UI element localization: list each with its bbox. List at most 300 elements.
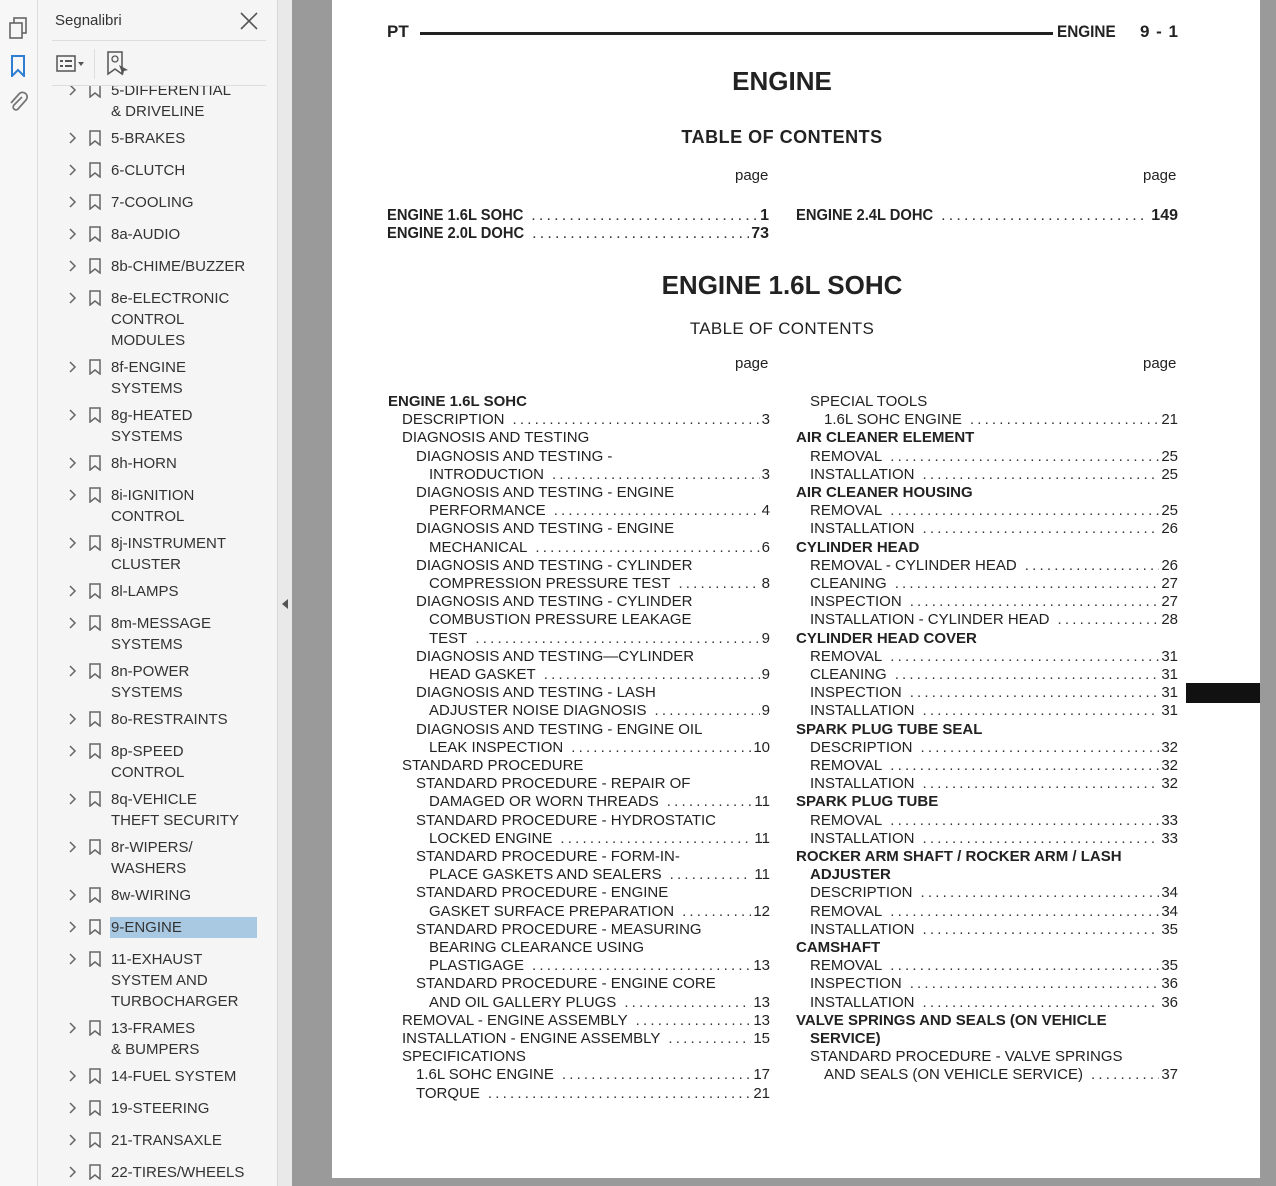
toc-entry-text: STANDARD PROCEDURE - ENGINE CORE — [416, 975, 716, 993]
options-menu-icon[interactable] — [56, 54, 86, 79]
toc-entry-text: REMOVAL — [810, 757, 883, 774]
dot-leader — [531, 207, 758, 225]
toc-entry-page: 21 — [753, 1084, 770, 1102]
chevron-right-icon[interactable] — [66, 132, 78, 144]
toc-entry-page: 10 — [753, 738, 770, 756]
toc-entry[interactable] — [429, 502, 770, 520]
toc-entry-page: 11 — [754, 866, 770, 884]
toc-entry-text: PERFORMANCE — [429, 502, 546, 520]
toc-entry[interactable] — [416, 448, 770, 466]
bookmark-icon — [88, 791, 102, 807]
header-page-number: 9 - 1 — [1140, 22, 1179, 41]
toc-entry[interactable] — [402, 411, 770, 429]
bookmark-icon — [88, 583, 102, 599]
toc-entry-text: SPECIAL TOOLS — [810, 393, 928, 410]
bookmark-icon — [88, 407, 102, 423]
toc-entry-text: INSTALLATION — [810, 920, 915, 938]
dot-leader — [667, 793, 753, 811]
dot-leader — [562, 1066, 751, 1084]
bookmark-label: 8i-IGNITION CONTROL — [111, 487, 195, 525]
toc-entry-text: GASKET SURFACE PREPARATION — [429, 902, 675, 920]
page-label: page — [735, 355, 769, 372]
toc-entry-page: 25 — [1161, 502, 1178, 520]
dot-leader — [895, 666, 1160, 684]
bookmark-label: 8f-ENGINE SYSTEMS — [111, 359, 187, 397]
pages-thumbnails-icon[interactable] — [6, 16, 30, 40]
dot-leader — [552, 466, 760, 484]
toc-entry-page: 11 — [754, 793, 770, 811]
bookmark-label: 13-FRAMES & BUMPERS — [111, 1020, 200, 1058]
chevron-right-icon[interactable] — [66, 292, 78, 304]
toc-entry-text: CYLINDER HEAD COVER — [796, 629, 977, 647]
chevron-right-icon[interactable] — [66, 196, 78, 208]
toc-entry-text: INSTALLATION — [810, 520, 915, 538]
toc-entry[interactable] — [810, 593, 1178, 611]
dot-leader — [921, 884, 1160, 902]
toc-entry[interactable] — [416, 484, 770, 502]
toc-entry-page: 6 — [761, 538, 770, 556]
dot-leader — [636, 1012, 752, 1030]
bookmark-label: 8r-WIPERS/ WASHERS — [111, 839, 193, 877]
toc-entry[interactable] — [810, 575, 1178, 593]
toc-entry[interactable] — [402, 1048, 770, 1066]
dot-leader — [890, 448, 1159, 466]
bookmark-icon — [88, 194, 102, 210]
bookmark-label: 8e-ELECTRONIC CONTROL MODULES — [111, 290, 230, 349]
toc-entry[interactable] — [796, 539, 1178, 557]
chevron-right-icon[interactable] — [66, 1134, 78, 1146]
dot-leader — [488, 1085, 751, 1103]
toc-entry-page: 8 — [761, 575, 770, 592]
chevron-right-icon[interactable] — [66, 1166, 78, 1178]
toc-entry-text: REMOVAL — [810, 811, 883, 829]
dot-leader — [475, 630, 759, 648]
new-bookmark-icon[interactable] — [106, 51, 130, 82]
chevron-right-icon[interactable] — [66, 537, 78, 549]
toc-entry-page: 9 — [761, 702, 770, 720]
toc-entry-page: 4 — [761, 502, 770, 520]
toc-entry-text: INSTALLATION — [810, 702, 915, 720]
toc-entry[interactable] — [416, 520, 770, 538]
toc-entry-page: 31 — [1161, 666, 1178, 683]
toc-entry[interactable] — [810, 557, 1178, 575]
toc-entry-text: INSTALLATION — [810, 829, 915, 847]
toc-entry[interactable] — [429, 793, 770, 811]
toc-entry-page: 28 — [1161, 611, 1178, 629]
toc-entry[interactable] — [429, 739, 770, 757]
chevron-right-icon[interactable] — [66, 86, 78, 96]
dot-leader — [682, 903, 751, 921]
toc-entry-text: ROCKER ARM SHAFT / ROCKER ARM / LASH — [796, 848, 1122, 865]
page-label: page — [1143, 355, 1177, 372]
toc-entry-text: REMOVAL — [810, 502, 883, 520]
bookmark-label: 8a-AUDIO — [111, 226, 181, 243]
chevron-right-icon[interactable] — [66, 921, 78, 933]
toc-entry-text: DIAGNOSIS AND TESTING - ENGINE — [416, 520, 675, 538]
toc-entry-text: CYLINDER HEAD — [796, 538, 920, 556]
toc-entry-text: DIAGNOSIS AND TESTING — [402, 429, 590, 447]
toc-entry[interactable] — [810, 1030, 1178, 1048]
toc-entry[interactable] — [429, 539, 770, 557]
chevron-right-icon[interactable] — [66, 1070, 78, 1082]
chevron-right-icon[interactable] — [66, 1022, 78, 1034]
bookmark-icon — [88, 663, 102, 679]
toc-entry[interactable] — [810, 466, 1178, 484]
toc-entry[interactable] — [416, 1066, 770, 1084]
dot-leader — [1091, 1066, 1159, 1084]
toc-entry[interactable] — [810, 830, 1178, 848]
toc-entry[interactable] — [810, 502, 1178, 520]
dot-leader — [922, 994, 1159, 1012]
header-left: PT — [387, 22, 409, 41]
bookmark-label: 8g-HEATED SYSTEMS — [111, 407, 193, 445]
toc-entry[interactable] — [810, 921, 1178, 939]
toc-entry-page: 34 — [1161, 902, 1178, 920]
panel-splitter[interactable] — [278, 0, 292, 1186]
page-label: page — [1143, 167, 1177, 184]
chevron-right-icon[interactable] — [66, 713, 78, 725]
toc-entry-page: 149 — [1151, 207, 1178, 224]
bookmarks-panel — [38, 0, 278, 1186]
toc-entry[interactable] — [810, 520, 1178, 538]
attachments-icon[interactable] — [6, 90, 30, 114]
bookmark-label: 8w-WIRING — [111, 887, 191, 904]
bookmark-label: 22-TIRES/WHEELS — [111, 1164, 245, 1181]
toc-entry[interactable] — [810, 393, 1178, 411]
toc-entry[interactable] — [796, 721, 1178, 739]
toc-entry[interactable] — [824, 1066, 1178, 1084]
toc-entry-text: TORQUE — [416, 1084, 480, 1102]
toc-entry-page: 13 — [753, 1011, 770, 1029]
toc-entry[interactable] — [416, 921, 770, 939]
toc-entry-text: DIAGNOSIS AND TESTING—CYLINDER — [416, 647, 695, 665]
dot-leader — [560, 830, 752, 848]
dot-leader — [678, 575, 759, 593]
toc-entry-page: 33 — [1161, 829, 1178, 847]
toc-entry-page: 21 — [1161, 411, 1178, 429]
toc-entry-text: REMOVAL — [810, 647, 883, 665]
dot-leader — [922, 702, 1159, 720]
toc-entry-text: ENGINE 2.0L DOHC — [387, 225, 525, 242]
toc-entry[interactable] — [810, 775, 1178, 793]
bookmark-icon — [88, 226, 102, 242]
toc-entry[interactable] — [416, 593, 770, 611]
dot-leader — [922, 466, 1159, 484]
dot-leader — [910, 593, 1160, 611]
toc-entry-page: 26 — [1161, 520, 1178, 538]
toc-entry-text: STANDARD PROCEDURE - HYDROSTATIC — [416, 811, 717, 829]
toc-entry-page: 37 — [1161, 1066, 1178, 1084]
chevron-right-icon[interactable] — [66, 953, 78, 965]
dot-leader — [890, 812, 1159, 830]
toc-entry-text: ENGINE 1.6L SOHC — [388, 393, 527, 410]
toc-entry[interactable] — [416, 775, 770, 793]
toc-entry-text: STANDARD PROCEDURE - ENGINE — [416, 884, 669, 902]
chevron-right-icon[interactable] — [66, 361, 78, 373]
toc-entry-page: 13 — [753, 993, 770, 1011]
toc-entry[interactable] — [796, 939, 1178, 957]
toc-entry[interactable] — [429, 630, 770, 648]
toc-entry[interactable] — [402, 1012, 770, 1030]
bookmark-icon — [88, 839, 102, 855]
chevron-right-icon[interactable] — [66, 228, 78, 240]
toc-entry[interactable] — [810, 702, 1178, 720]
chevron-right-icon[interactable] — [66, 793, 78, 805]
toc-entry-text: TEST — [429, 629, 468, 647]
toc-entry-page: 25 — [1161, 465, 1178, 483]
toc-entry[interactable] — [416, 975, 770, 993]
bookmark-label: 8o-RESTRAINTS — [111, 711, 228, 728]
toc-entry-text: 1.6L SOHC ENGINE — [824, 411, 962, 429]
toc-entry[interactable] — [810, 684, 1178, 702]
dot-leader — [668, 1030, 751, 1048]
toc-entry[interactable] — [416, 648, 770, 666]
toc-entry[interactable] — [796, 793, 1178, 811]
toc-entry-text: DIAGNOSIS AND TESTING - CYLINDER — [416, 556, 693, 574]
toc-entry[interactable] — [796, 429, 1178, 447]
collapse-arrow-icon[interactable] — [281, 596, 289, 614]
chevron-right-icon[interactable] — [66, 617, 78, 629]
toc-entry-page: 27 — [1161, 575, 1178, 592]
dot-leader — [922, 830, 1159, 848]
bookmark-icon — [88, 359, 102, 375]
bookmark-label: 8j-INSTRUMENT CLUSTER — [111, 535, 226, 573]
toc-entry-page: 31 — [1161, 684, 1178, 702]
toc-entry[interactable] — [416, 557, 770, 575]
toc-entry[interactable] — [402, 1030, 770, 1048]
toc-entry[interactable] — [416, 684, 770, 702]
section-toc-title: TABLE OF CONTENTS — [689, 319, 875, 338]
toc-entry[interactable] — [810, 975, 1178, 993]
bookmark-label: 14-FUEL SYSTEM — [111, 1068, 237, 1085]
bookmark-icon — [88, 1164, 102, 1180]
toc-entry[interactable] — [429, 666, 770, 684]
toc-entry[interactable] — [402, 429, 770, 447]
toc-entry-text: AND SEALS (ON VEHICLE SERVICE) — [824, 1066, 1083, 1084]
toc-entry-text: PLASTIGAGE — [429, 957, 525, 975]
toc-entry-page: 1 — [760, 207, 769, 224]
toc-entry[interactable] — [416, 884, 770, 902]
toc-entry-text: INSPECTION — [810, 593, 902, 611]
toc-entry-text: HEAD GASKET — [429, 666, 536, 683]
toc-entry[interactable] — [810, 666, 1178, 684]
toc-entry-text: ADJUSTER — [810, 866, 891, 884]
bookmark-icon — [88, 258, 102, 274]
toc-entry[interactable] — [810, 739, 1178, 757]
toc-entry[interactable] — [824, 411, 1178, 429]
main-toc-entry[interactable] — [387, 207, 769, 225]
toc-entry-page: 9 — [761, 629, 770, 647]
toc-entry-text: REMOVAL - ENGINE ASSEMBLY — [402, 1011, 628, 1029]
toc-entry[interactable] — [810, 957, 1178, 975]
toc-entry-text: CLEANING — [810, 666, 887, 683]
toc-entry[interactable] — [388, 393, 770, 411]
toc-entry-page: 33 — [1161, 811, 1178, 829]
bookmark-label: 8l-LAMPS — [111, 583, 179, 600]
chevron-right-icon[interactable] — [66, 745, 78, 757]
toc-entry-text: INSTALLATION — [810, 993, 915, 1011]
bookmark-icon — [88, 487, 102, 503]
bookmark-icon — [88, 919, 102, 935]
toc-entry-text: DIAGNOSIS AND TESTING - — [416, 447, 613, 465]
toc-entry-text: INSPECTION — [810, 684, 902, 702]
main-toc-entry[interactable] — [796, 207, 1178, 225]
dot-leader — [624, 994, 751, 1012]
toc-entry-text: AND OIL GALLERY PLUGS — [429, 993, 617, 1011]
bookmark-icon — [88, 887, 102, 903]
toc-entry-page: 32 — [1161, 757, 1178, 774]
toc-entry-text: INTRODUCTION — [429, 465, 544, 483]
toc-entry[interactable] — [429, 830, 770, 848]
toc-entry-text: MECHANICAL — [429, 538, 528, 556]
bookmark-label: 8p-SPEED CONTROL — [111, 743, 185, 781]
toc-entry[interactable] — [416, 1085, 770, 1103]
bookmark-label: 19-STEERING — [111, 1100, 210, 1117]
toc-entry[interactable] — [810, 648, 1178, 666]
chevron-right-icon[interactable] — [66, 665, 78, 677]
toc-entry[interactable] — [429, 611, 770, 629]
toc-entry-text: INSTALLATION — [810, 775, 915, 793]
toc-entry-text: INSPECTION — [810, 975, 902, 993]
toc-entry[interactable] — [429, 939, 770, 957]
toc-entry-page: 35 — [1161, 920, 1178, 938]
toc-entry[interactable] — [810, 812, 1178, 830]
toc-entry[interactable] — [810, 866, 1178, 884]
toc-entry-text: DESCRIPTION — [810, 738, 913, 756]
toc-entry-text: DIAGNOSIS AND TESTING - CYLINDER — [416, 593, 693, 611]
toc-entry[interactable] — [796, 630, 1178, 648]
dot-leader — [571, 739, 751, 757]
dot-leader — [970, 411, 1159, 429]
toc-entry-text: STANDARD PROCEDURE — [402, 757, 584, 774]
chevron-right-icon[interactable] — [66, 409, 78, 421]
close-icon[interactable] — [238, 10, 260, 32]
chevron-right-icon[interactable] — [66, 1102, 78, 1114]
toc-entry[interactable] — [429, 702, 770, 720]
toc-entry-text: ENGINE 2.4L DOHC — [796, 207, 934, 224]
toc-entry-page: 3 — [761, 465, 770, 483]
toc-entry-text: REMOVAL — [810, 902, 883, 920]
chevron-right-icon[interactable] — [66, 889, 78, 901]
panel-title: Segnalibri — [55, 12, 122, 29]
pdf-page — [332, 0, 1260, 1178]
toc-entry[interactable] — [796, 1012, 1178, 1030]
toc-entry[interactable] — [429, 866, 770, 884]
toc-entry-text: 1.6L SOHC ENGINE — [416, 1066, 554, 1084]
toc-entry-text: COMBUSTION PRESSURE LEAKAGE — [429, 611, 692, 629]
dot-leader — [895, 575, 1160, 593]
bookmark-label: 5-BRAKES — [111, 130, 186, 147]
dot-leader — [655, 702, 760, 720]
chevron-right-icon[interactable] — [66, 164, 78, 176]
bookmark-label: 8q-VEHICLE THEFT SECURITY — [111, 791, 240, 829]
toc-entry-text: COMPRESSION PRESSURE TEST — [429, 575, 671, 592]
chevron-right-icon[interactable] — [66, 260, 78, 272]
section-title: ENGINE 1.6L SOHC — [661, 270, 903, 300]
chevron-right-icon[interactable] — [66, 457, 78, 469]
toc-entry-page: 32 — [1161, 775, 1178, 793]
dot-leader — [922, 775, 1159, 793]
bookmarks-icon[interactable] — [6, 54, 30, 78]
toc-entry[interactable] — [796, 848, 1178, 866]
toc-entry-page: 31 — [1161, 702, 1178, 720]
dot-leader — [544, 666, 760, 684]
toc-entry-text: REMOVAL — [810, 957, 883, 975]
bookmark-icon — [88, 290, 102, 306]
toc-entry[interactable] — [796, 484, 1178, 502]
dot-leader — [910, 684, 1160, 702]
toc-entry-page: 26 — [1161, 556, 1178, 574]
toc-entry-text: VALVE SPRINGS AND SEALS (ON VEHICLE — [796, 1011, 1107, 1029]
chevron-right-icon[interactable] — [66, 489, 78, 501]
bookmark-label: 6-CLUTCH — [111, 162, 186, 179]
toc-entry[interactable] — [429, 957, 770, 975]
toc-entry-text: DESCRIPTION — [810, 884, 913, 902]
dot-leader — [532, 957, 751, 975]
bookmark-icon — [88, 162, 102, 178]
toc-entry[interactable] — [810, 1048, 1178, 1066]
bookmark-label: 8n-POWER SYSTEMS — [111, 663, 190, 701]
page-label: page — [735, 167, 769, 184]
dot-leader — [890, 957, 1159, 975]
chevron-right-icon[interactable] — [66, 585, 78, 597]
dot-leader — [941, 207, 1149, 225]
main-toc-entry[interactable] — [387, 225, 769, 243]
toc-entry[interactable] — [416, 721, 770, 739]
toc-entry-text: DAMAGED OR WORN THREADS — [429, 793, 659, 811]
toc-entry-text: INSTALLATION — [810, 465, 915, 483]
toc-entry-text: BEARING CLEARANCE USING — [429, 939, 645, 956]
toc-entry[interactable] — [416, 848, 770, 866]
toc-entry[interactable] — [429, 903, 770, 921]
toc-entry-text: REMOVAL — [810, 447, 883, 465]
toc-entry-page: 35 — [1161, 957, 1178, 975]
dot-leader — [670, 866, 753, 884]
dot-leader — [513, 411, 760, 429]
toc-entry[interactable] — [810, 884, 1178, 902]
toc-entry[interactable] — [810, 448, 1178, 466]
chevron-right-icon[interactable] — [66, 841, 78, 853]
bookmark-icon — [88, 535, 102, 551]
toc-entry-text: LOCKED ENGINE — [429, 829, 553, 847]
toc-entry-page: 3 — [761, 411, 770, 429]
toc-entry-page: 17 — [753, 1066, 770, 1084]
dot-leader — [532, 225, 749, 243]
toc-entry[interactable] — [416, 812, 770, 830]
toc-entry[interactable] — [810, 757, 1178, 775]
toc-entry[interactable] — [810, 611, 1178, 629]
toc-entry-page: 34 — [1161, 884, 1178, 902]
left-tool-rail — [0, 0, 38, 1186]
bookmark-icon — [88, 455, 102, 471]
toc-entry[interactable] — [429, 466, 770, 484]
toc-entry[interactable] — [402, 757, 770, 775]
toc-entry[interactable] — [429, 575, 770, 593]
toc-entry-page: 36 — [1161, 975, 1178, 993]
toc-entry[interactable] — [429, 994, 770, 1012]
toc-entry[interactable] — [810, 903, 1178, 921]
toc-entry-text: SERVICE) — [810, 1030, 881, 1047]
dot-leader — [535, 539, 759, 557]
dot-leader — [890, 757, 1159, 775]
toc-entry-text: LEAK INSPECTION — [429, 738, 564, 756]
toc-entry[interactable] — [810, 994, 1178, 1012]
toc-entry-text: DIAGNOSIS AND TESTING - ENGINE OIL — [416, 720, 703, 738]
bookmark-label: 8h-HORN — [111, 455, 177, 472]
dot-leader — [554, 502, 760, 520]
dot-leader — [910, 975, 1160, 993]
dot-leader — [922, 520, 1159, 538]
